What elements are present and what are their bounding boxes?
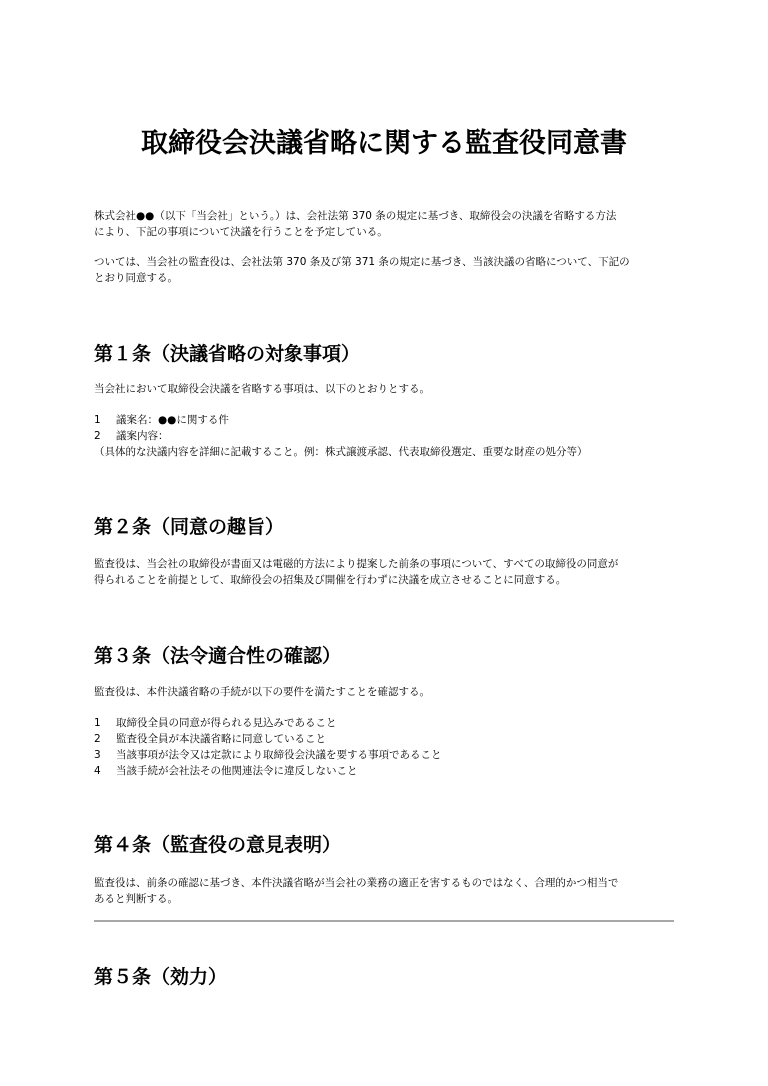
list-item — [94, 715, 694, 731]
article-2-body-line-1: 監査役は、当会社の取締役が書面又は電磁的方法により提案した前条の事項について、すべての取締役の同意が — [94, 558, 619, 570]
list-item-number: 4 — [94, 765, 101, 777]
list-item-text: 取締役全員の同意が得られる見込みであること — [116, 717, 337, 729]
list-item-number: 1 — [94, 414, 101, 426]
intro-paragraph-2-line-1: ついては、当会社の監査役は、会社法第 370 条及び第 371 条の規定に基づき、当該決議の省略について、下記の — [94, 256, 630, 268]
intro-paragraph-2 — [94, 254, 694, 286]
article-1-body: 当会社において取締役会決議を省略する事項は、以下のとおりとする。 — [94, 383, 430, 395]
list-item-text: 当該手続が会社法その他関連法令に違反しないこと — [116, 765, 358, 777]
list-item-text: 議案内容： — [116, 430, 169, 442]
intro-paragraph-1-line-2: により、下記の事項について決議を行うことを予定している。 — [94, 226, 388, 238]
article-2-heading: 第２条（同意の趣旨） — [94, 516, 285, 538]
list-item — [94, 763, 694, 779]
list-item — [94, 731, 694, 747]
list-item-number: 3 — [94, 749, 101, 761]
article-4-body-line-2: あると判断する。 — [94, 893, 178, 905]
intro-paragraph-1 — [94, 208, 694, 240]
article-2-body — [94, 556, 694, 588]
list-item — [94, 747, 694, 763]
list-item-number: 2 — [94, 733, 101, 745]
article-1-list — [94, 412, 694, 444]
article-1-heading: 第１条（決議省略の対象事項） — [94, 343, 361, 365]
list-item-text: 議案名：●●に関する件 — [116, 414, 229, 426]
list-item — [94, 412, 694, 428]
list-item-text: 当該事項が法令又は定款により取締役会決議を要する事項であること — [116, 749, 442, 761]
section-divider — [94, 920, 674, 922]
intro-paragraph-2-line-2: とおり同意する。 — [94, 272, 178, 284]
article-2-body-line-2: 得られることを前提として、取締役会の招集及び開催を行わずに決議を成立させることに同意する。 — [94, 574, 567, 586]
article-3-body: 監査役は、本件決議省略の手続が以下の要件を満たすことを確認する。 — [94, 686, 430, 698]
article-4-body — [94, 875, 694, 907]
document-title: 取締役会決議省略に関する監査役同意書 — [141, 128, 627, 159]
list-item-text: 監査役全員が本決議省略に同意していること — [116, 733, 326, 745]
article-3-list — [94, 715, 694, 779]
article-3-heading: 第３条（法令適合性の確認） — [94, 645, 342, 667]
list-item-number: 1 — [94, 717, 101, 729]
article-4-body-line-1: 監査役は、前条の確認に基づき、本件決議省略が当会社の業務の適正を害するものではなく、合理的かつ相当で — [94, 877, 619, 889]
article-5-heading: 第５条（効力） — [94, 966, 228, 988]
article-1-note: （具体的な決議内容を詳細に記載すること。例：株式譲渡承認、代表取締役選定、重要な財産の処分等） — [94, 446, 588, 458]
article-4-heading: 第４条（監査役の意見表明） — [94, 834, 342, 856]
list-item-number: 2 — [94, 430, 101, 442]
list-item — [94, 428, 694, 444]
intro-paragraph-1-line-1: 株式会社●●（以下「当会社」という。）は、会社法第 370 条の規定に基づき、取締役会の決議を省略する方法 — [94, 210, 617, 222]
